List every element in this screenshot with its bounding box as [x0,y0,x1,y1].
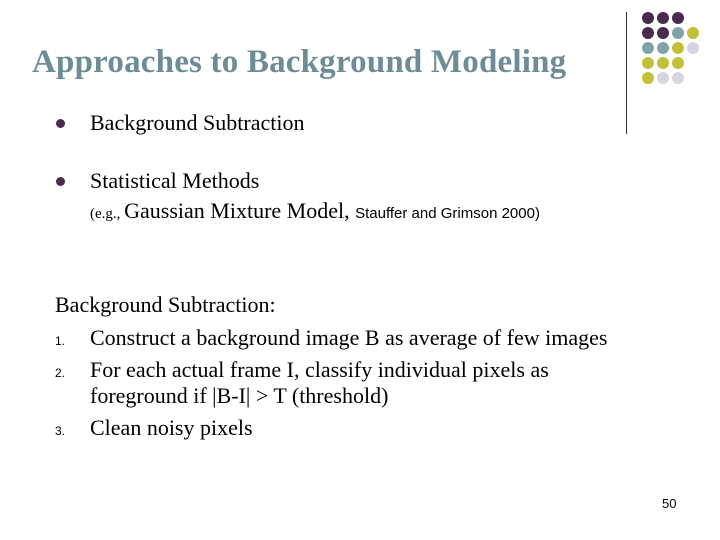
step-line: Construct a background image B as average of few images [90,325,608,350]
step-1-text [90,325,607,351]
step-line: foreground if |B-I| > T (threshold) [90,383,389,408]
decorative-dot [672,57,684,69]
decorative-dot [642,57,654,69]
decorative-dot [687,42,699,54]
decorative-dot [657,27,669,39]
decorative-dot [672,72,684,84]
decorative-dot [687,27,699,39]
bullet-item-statistical-methods: Statistical Methods [90,168,260,193]
decorative-dot [657,42,669,54]
citation-reference: Stauffer and Grimson 2000) [355,205,540,222]
slide-title: Approaches to Background Modeling [32,44,567,80]
decorative-dot [642,12,654,24]
decorative-dot [642,72,654,84]
step-number: 1. [55,334,66,348]
decorative-dot [657,57,669,69]
bullet-item-background-subtraction: Background Subtraction [90,110,305,135]
step-number: 2. [55,366,66,380]
citation-prefix: (e.g., [90,206,125,222]
page-number: 50 [662,496,677,511]
decorative-dot [642,42,654,54]
decorative-dot [657,12,669,24]
citation-model: Gaussian Mixture Model, [124,198,356,223]
decorative-dot [642,27,654,39]
decorative-dot [657,72,669,84]
bullet-icon [56,119,65,128]
step-3-text [90,415,253,441]
step-number: 3. [55,424,66,438]
bullet-icon [56,177,65,186]
step-line: Clean noisy pixels [90,415,253,440]
decorative-dot [672,42,684,54]
section-heading: Background Subtraction: [55,292,276,317]
step-line: For each actual frame I, classify individual pixels as [90,357,549,382]
title-divider [626,12,627,134]
step-2-text [90,357,549,409]
decorative-dot [672,12,684,24]
decorative-dot [672,27,684,39]
citation-line [90,198,540,224]
